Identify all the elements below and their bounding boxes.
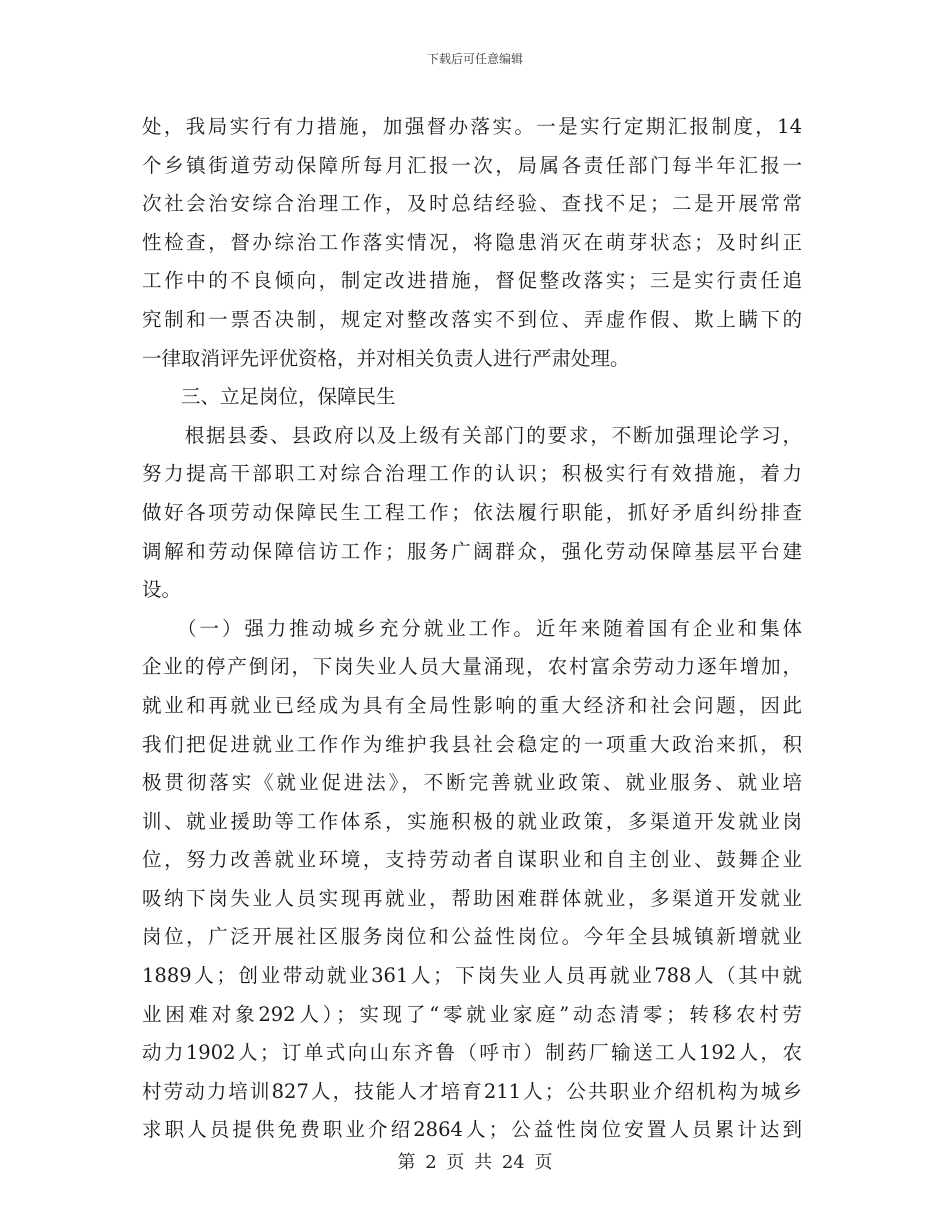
text-line: 性检查，督办综治工作落实情况，将隐患消灭在萌芽状态；及时纠正 (142, 230, 802, 254)
text-line: 处，我局实行有力措施，加强督办落实。一是实行定期汇报制度，14 (142, 115, 802, 138)
text-line: 岗位，广泛开展社区服务岗位和公益性岗位。今年全县城镇新增就业 (142, 925, 802, 949)
text-line: 求职人员提供免费职业介绍2864人；公益性岗位安置人员累计达到 (142, 1118, 802, 1142)
text-line: 三、立足岗位，保障民生 (142, 385, 396, 409)
text-line: 动力1902人；订单式向山东齐鲁（呼市）制药厂输送工人192人，农 (142, 1041, 802, 1065)
text-line: 就业和再就业已经成为具有全局性影响的重大经济和社会问题，因此 (142, 693, 802, 717)
text-line: 训、就业援助等工作体系，实施积极的就业政策，多渠道开发就业岗 (142, 809, 802, 833)
text-line: 次社会治安综合治理工作，及时总结经验、查找不足；二是开展常常 (142, 192, 802, 216)
text-line: 我们把促进就业工作作为维护我县社会稳定的一项重大政治来抓，积 (142, 732, 802, 756)
text-line: 吸纳下岗失业人员实现再就业，帮助困难群体就业，多渠道开发就业 (142, 886, 802, 910)
text-line: 1889人；创业带动就业361人；下岗失业人员再就业788人（其中就 (142, 964, 802, 988)
text-line: 企业的停产倒闭，下岗失业人员大量涌现，农村富余劳动力逐年增加， (142, 655, 802, 679)
page-number-footer: 第 2 页 共 24 页 (397, 1152, 553, 1173)
text-line: 根据县委、县政府以及上级有关部门的要求，不断加强理论学习， (142, 423, 802, 447)
text-line: 村劳动力培训827人，技能人才培育211人；公共职业介绍机构为城乡 (142, 1079, 802, 1103)
text-line: 调解和劳动保障信访工作；服务广阔群众，强化劳动保障基层平台建 (142, 539, 802, 563)
text-line: 一律取消评先评优资格，并对相关负责人进行严肃处理。 (142, 346, 630, 370)
text-line: 业困难对象292人）；实现了“零就业家庭”动态清零；转移农村劳 (142, 1002, 802, 1026)
text-line: 极贯彻落实《就业促进法》，不断完善就业政策、就业服务、就业培 (142, 771, 802, 795)
text-line: 做好各项劳动保障民生工程工作；依法履行职能，抓好矛盾纠纷排查 (142, 500, 802, 524)
page-header: 下载后可任意编辑 (426, 52, 523, 66)
text-line: 工作中的不良倾向，制定改进措施，督促整改落实；三是实行责任追 (142, 269, 802, 293)
text-line: （一）强力推动城乡充分就业工作。近年来随着国有企业和集体 (142, 616, 802, 640)
text-line: 努力提高干部职工对综合治理工作的认识；积极实行有效措施，着力 (142, 462, 802, 486)
text-line: 位，努力改善就业环境，支持劳动者自谋职业和自主创业、鼓舞企业 (142, 848, 802, 872)
document-body (142, 108, 802, 1150)
text-line: 设。 (142, 578, 182, 602)
text-line: 个乡镇街道劳动保障所每月汇报一次，局属各责任部门每半年汇报一 (142, 153, 802, 177)
text-line: 究制和一票否决制，规定对整改落实不到位、弄虚作假、欺上瞒下的 (142, 307, 802, 331)
